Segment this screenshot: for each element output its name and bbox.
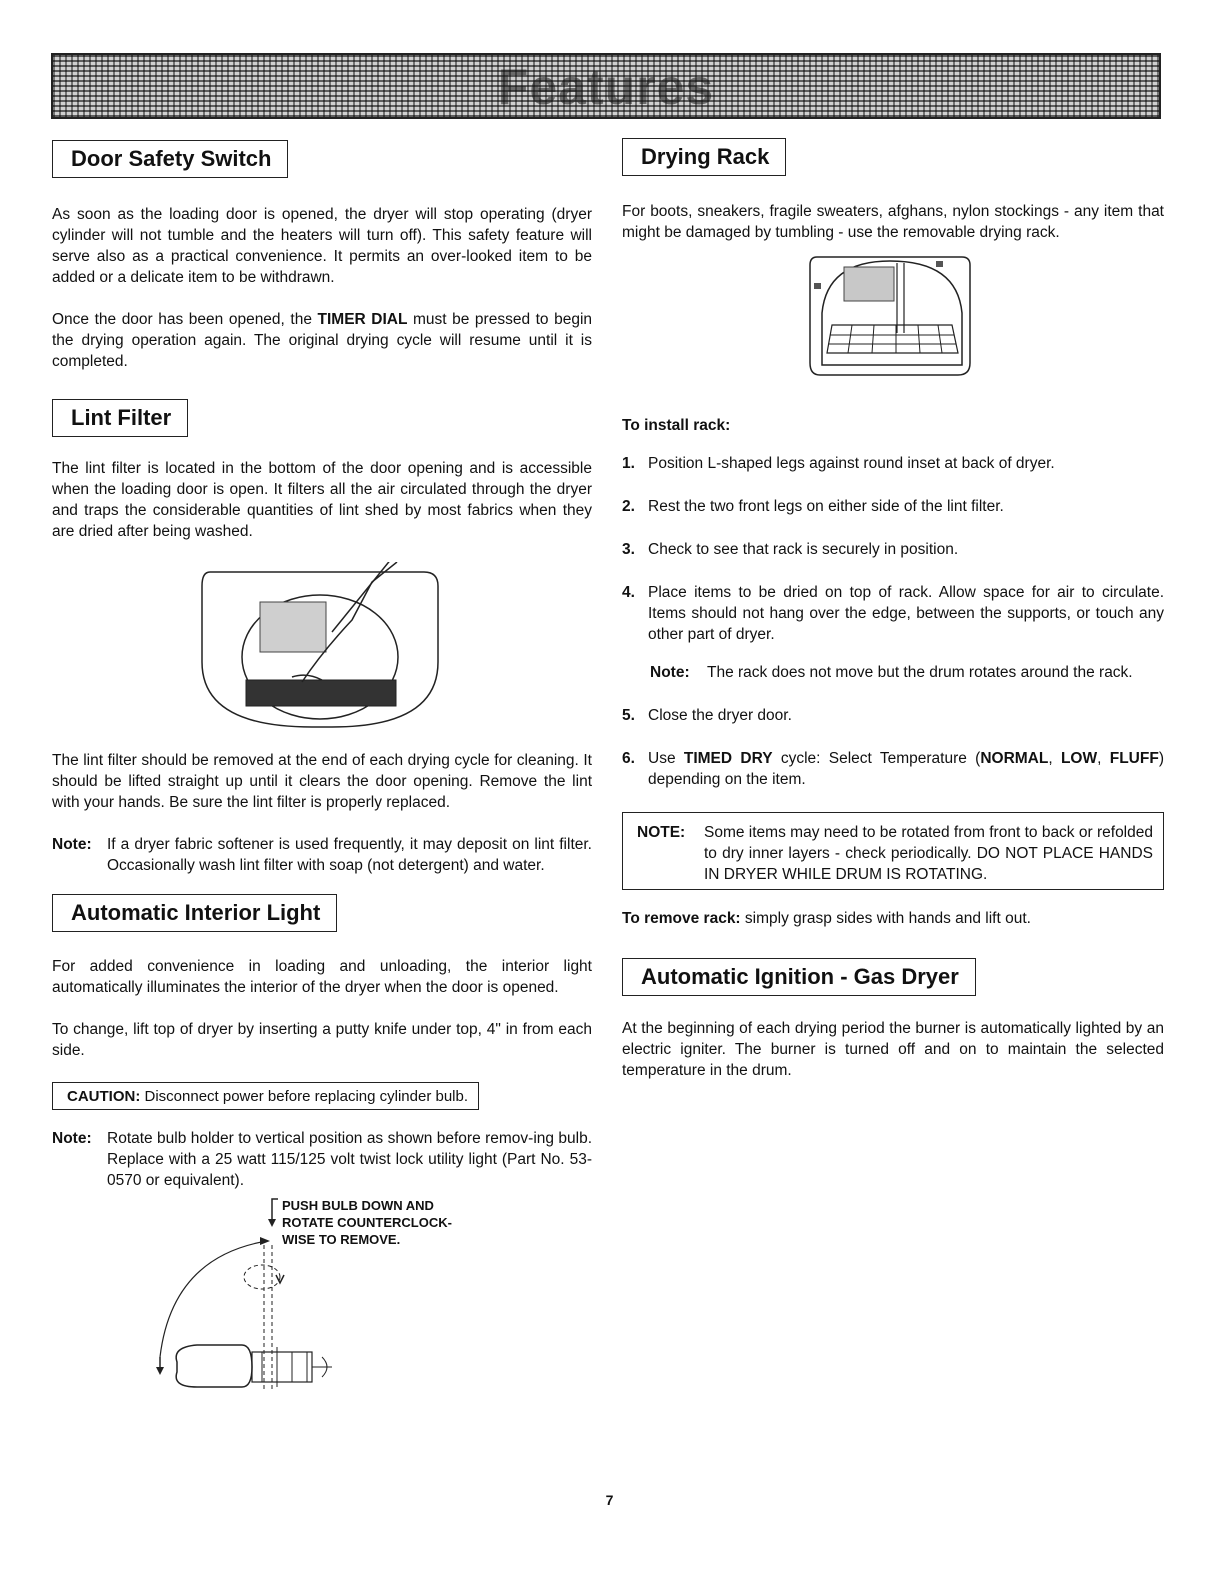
features-banner <box>51 53 1161 119</box>
note-text: Rotate bulb holder to vertical position as shown before remov-ing bulb. Replace with a 25 watt 115/125 volt twist lock utility light (Part No. 53-0570 or equivalent). <box>107 1130 592 1189</box>
interior-light-paragraph-1: For added convenience in loading and unloading, the interior light automatically illuminates the interior of the dryer when the door is opened. <box>52 958 592 996</box>
lint-filter-note <box>52 834 592 876</box>
note-label: NOTE: <box>637 824 686 841</box>
door-safety-paragraph-1: As soon as the loading door is opened, the dryer will stop operating (dryer cylinder will not tumble and the heaters will turn off). This safety feature will serve also as a practical convenience. It permits an over-looked item to be added or a delicate item to be withdrawn. <box>52 206 592 286</box>
install-step: 4. Place items to be dried on top of rack. Allow space for air to circulate. Items should not hang over the edge, between the supports, or touch any other part of dryer. <box>622 584 1164 643</box>
drying-rack-heading: Drying Rack <box>622 138 786 176</box>
install-step: 3. Check to see that rack is securely in position. <box>622 541 959 558</box>
note-label: Note: <box>52 836 92 853</box>
left-column <box>52 140 592 1397</box>
drying-rack-illustration <box>622 253 1164 379</box>
interior-light-paragraph-2: To change, lift top of dryer by inserting a putty knife under top, 4" in from each side. <box>52 1021 592 1059</box>
lint-filter-paragraph-2: The lint filter should be removed at the end of each drying cycle for cleaning. It should be lifted straight up until it clears the door opening. Remove the lint with your hands. Be sure the lint filter is properly replaced. <box>52 752 592 811</box>
bulb-figure <box>52 1197 592 1397</box>
door-safety-paragraph-2: Once the door has been opened, the TIMER DIAL must be pressed to begin the drying operation again. The original drying cycle will resume until it is completed. <box>52 311 593 370</box>
ignition-paragraph: At the beginning of each drying period the burner is automatically lighted by an electric igniter. The burner is turned off and on to maintain the selected temperature in the drum. <box>622 1020 1164 1079</box>
install-step: 6. Use TIMED DRY cycle: Select Temperature (NORMAL, LOW, FLUFF) depending on the item. <box>622 750 1164 788</box>
note-text: Some items may need to be rotated from front to back or refolded to dry inner layers - check periodically. DO NOT PLACE HANDS IN DRYER WHILE DRUM IS ROTATING. <box>704 824 1153 883</box>
caution-box <box>52 1082 479 1110</box>
drying-rack-paragraph: For boots, sneakers, fragile sweaters, afghans, nylon stockings - any item that might be damaged by tumbling - use the removable drying rack. <box>622 203 1164 241</box>
lint-filter-illustration <box>52 562 592 732</box>
right-column <box>622 138 1164 1081</box>
lint-filter-heading: Lint Filter <box>52 399 188 437</box>
bulb-illustration <box>142 1197 472 1397</box>
caution-text: Disconnect power before replacing cylinder bulb. <box>140 1088 469 1105</box>
lint-filter-paragraph-1: The lint filter is located in the bottom of the door opening and is accessible when the loading door is open. It filters all the air circulated through the dryer and traps the considerable quantities of lint shed by most fabrics when they are dried after being washed. <box>52 460 592 540</box>
install-rack-heading: To install rack: <box>622 417 731 434</box>
install-steps-continued <box>622 705 1164 790</box>
install-step: 2. Rest the two front legs on either side of the lint filter. <box>622 498 1004 515</box>
page-number: 7 <box>605 1492 614 1508</box>
note-text: The rack does not move but the drum rotates around the rack. <box>707 664 1133 681</box>
rack-warning-box <box>622 812 1164 890</box>
banner-title: Features <box>497 59 715 115</box>
install-step: 1. Position L-shaped legs against round inset at back of dryer. <box>622 455 1055 472</box>
remove-rack-paragraph: To remove rack: simply grasp sides with hands and lift out. <box>622 910 1031 927</box>
caution-label: CAUTION: <box>67 1088 141 1105</box>
note-label: Note: <box>650 664 690 681</box>
install-steps <box>622 453 1164 645</box>
interior-light-heading: Automatic Interior Light <box>52 894 337 932</box>
bulb-figure-caption: PUSH BULB DOWN AND ROTATE COUNTERCLOCK- WISE TO REMOVE. <box>282 1198 452 1247</box>
ignition-heading: Automatic Ignition - Gas Dryer <box>622 958 976 996</box>
step4-note <box>650 662 1164 683</box>
note-text: If a dryer fabric softener is used frequently, it may deposit on lint filter. Occasionally wash lint filter with soap (not detergent) and water. <box>107 836 592 874</box>
interior-light-note <box>52 1128 592 1191</box>
note-label: Note: <box>52 1130 92 1147</box>
door-safety-heading: Door Safety Switch <box>52 140 288 178</box>
install-step: 5. Close the dryer door. <box>622 707 792 724</box>
